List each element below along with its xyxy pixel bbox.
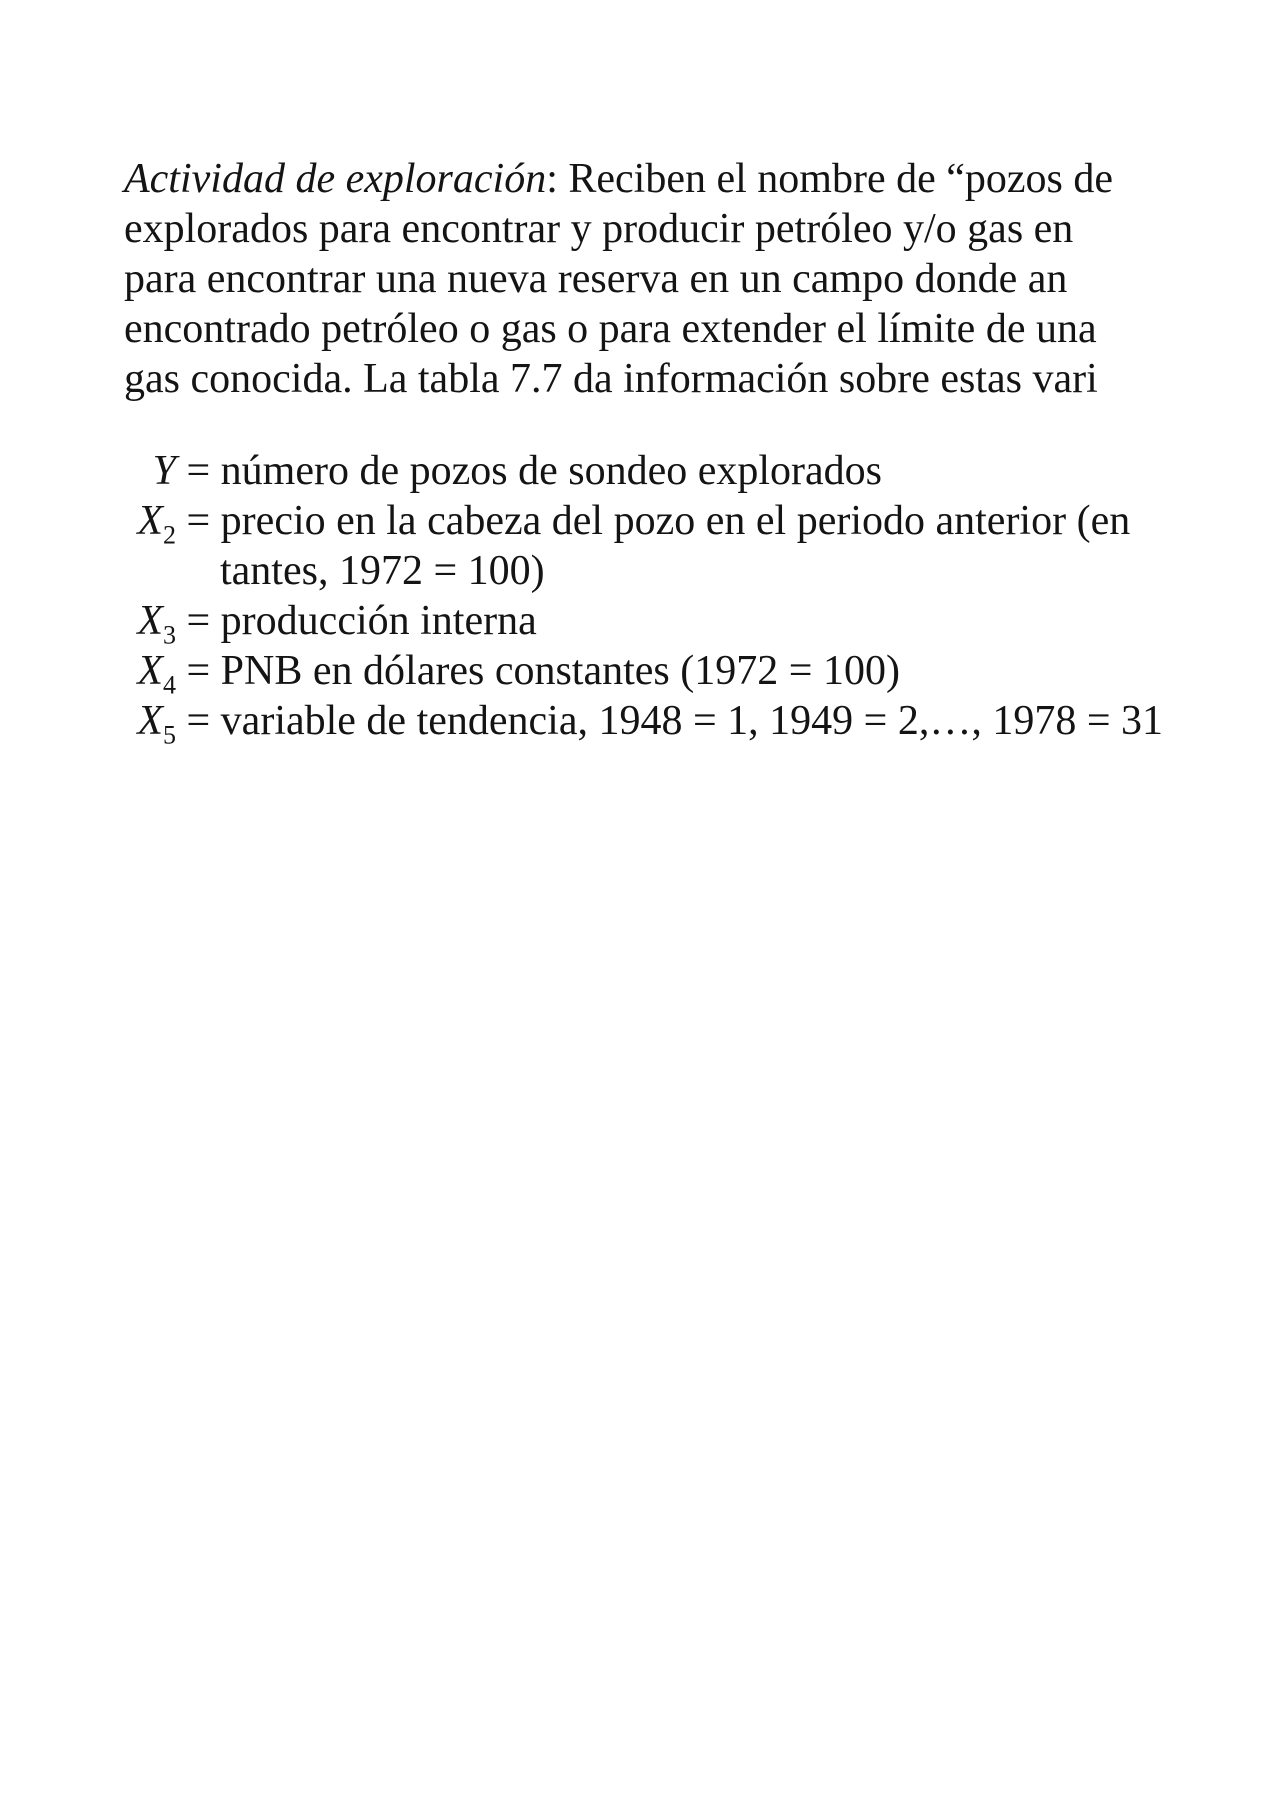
definition-x2: [124, 496, 1131, 550]
definition-x2-continuation: [124, 546, 545, 596]
variable-symbol: $X_2$: [137, 498, 176, 550]
definition-x3: [124, 596, 537, 650]
variable-symbol: $X_3$: [137, 598, 176, 650]
section-heading-italic: Actividad de exploración: [124, 156, 547, 202]
paragraph-line-1: [124, 154, 1113, 204]
paragraph-line-5: gas conocida. La tabla 7.7 da información sobre estas vari: [124, 356, 1098, 402]
definition-text: = producción interna: [176, 598, 537, 644]
variable-symbol: $X_5$: [137, 698, 176, 750]
definition-text: = variable de tendencia, 1948 = 1, 1949 = 2,…, 1978 = 31: [176, 698, 1164, 744]
definition-x5: [124, 696, 1164, 750]
paragraph-line-2: explorados para encontrar y producir petróleo y/o gas en: [124, 206, 1074, 252]
paragraph-line-3: para encontrar una nueva reserva en un campo donde an: [124, 256, 1068, 302]
definition-text: = precio en la cabeza del pozo en el periodo anterior (en: [176, 498, 1131, 544]
definition-text: tantes, 1972 = 100): [220, 548, 545, 594]
definition-text: = PNB en dólares constantes (1972 = 100): [176, 648, 900, 694]
definition-y: [124, 446, 882, 496]
paragraph-line-4: encontrado petróleo o gas o para extender el límite de una: [124, 306, 1097, 352]
paragraph-line-1-text: : Reciben el nombre de “pozos de: [546, 156, 1113, 202]
definition-text: = número de pozos de sondeo explorados: [176, 448, 883, 494]
definition-x4: [124, 646, 900, 700]
variable-symbol: Y: [152, 448, 176, 494]
variable-symbol: $X_4$: [137, 648, 176, 700]
